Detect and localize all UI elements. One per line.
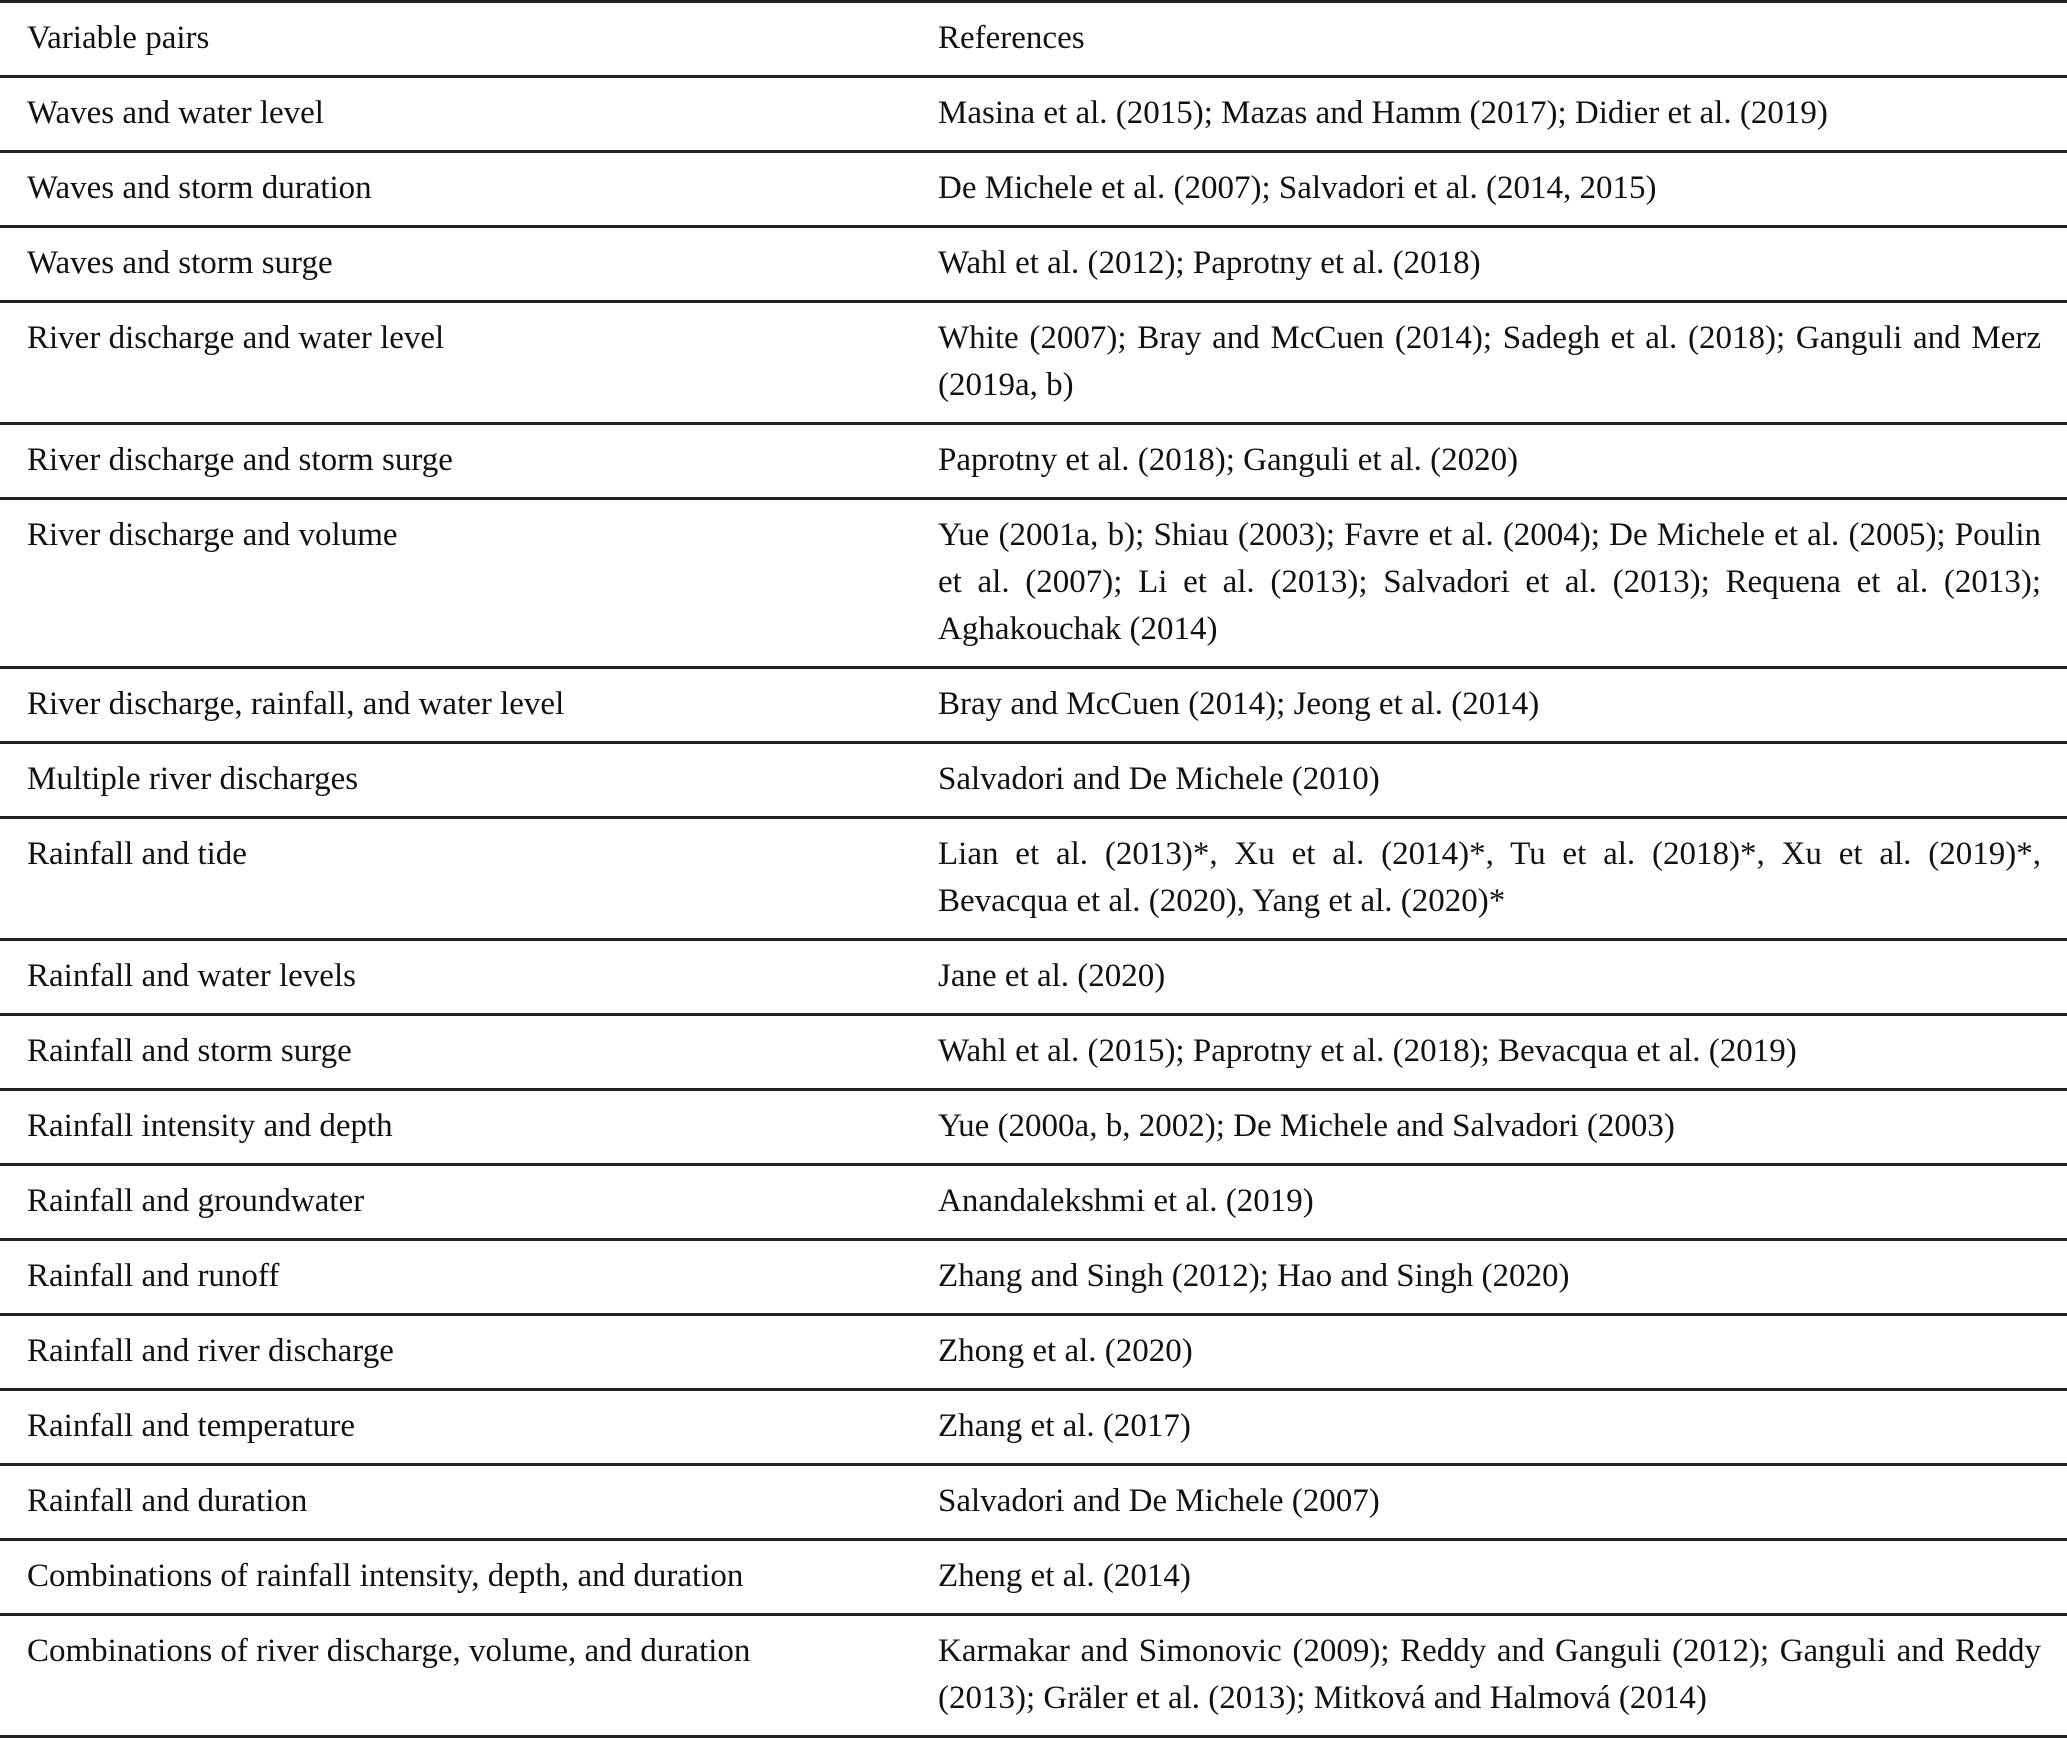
variable-pair-cell: Waves and water level [27,95,324,131]
table-row [0,499,2067,668]
table-row [0,1615,2067,1737]
variable-pair-cell: Rainfall and storm surge [27,1033,352,1069]
references-cell: Zhang and Singh (2012); Hao and Singh (2020) [938,1258,1570,1294]
table-row [0,940,2067,1015]
header-row [0,2,2067,77]
references-cell: Yue (2000a, b, 2002); De Michele and Salvadori (2003) [938,1108,1675,1144]
variable-pair-cell: Rainfall and water levels [27,958,356,994]
references-cell: Wahl et al. (2015); Paprotny et al. (2018); Bevacqua et al. (2019) [938,1033,1797,1069]
variable-pair-cell: Rainfall and groundwater [27,1183,365,1219]
table-body [0,77,2067,1737]
variable-pair-cell: Rainfall and runoff [27,1258,280,1294]
table-row [0,1165,2067,1240]
variable-pair-cell: Combinations of rainfall intensity, depth, and duration [27,1558,744,1594]
table-row [0,1390,2067,1465]
references-cell: Paprotny et al. (2018); Ganguli et al. (2020) [938,442,1519,478]
references-cell: Masina et al. (2015); Mazas and Hamm (2017); Didier et al. (2019) [938,95,1828,131]
references-cell: Bray and McCuen (2014); Jeong et al. (2014) [938,686,1540,722]
table-row [0,1090,2067,1165]
table-row [0,818,2067,940]
table-row [0,77,2067,152]
variable-pair-cell: Rainfall and duration [27,1483,308,1519]
table-row [0,1240,2067,1315]
variable-pair-cell: Waves and storm surge [27,245,333,281]
references-cell: Salvadori and De Michele (2007) [938,1483,1380,1519]
table-row [0,1015,2067,1090]
references-cell: De Michele et al. (2007); Salvadori et al. (2014, 2015) [938,170,1657,206]
references-cell: Anandalekshmi et al. (2019) [938,1183,1314,1219]
references-cell: Lian et al. (2013)*, Xu et al. (2014)*, Tu et al. (2018)*, Xu et al. (2019)*, Bevacqua et al. (2020), Yang et al. (2020)* [938,836,2041,919]
references-cell: Karmakar and Simonovic (2009); Reddy and Ganguli (2012); Ganguli and Reddy (2013); Gräler et al. (2013); Mitková and Halmová (2014) [938,1633,2041,1716]
variable-pair-cell: Rainfall and tide [27,836,247,872]
table-row [0,1465,2067,1540]
references-cell: Wahl et al. (2012); Paprotny et al. (2018) [938,245,1481,281]
references-cell: Yue (2001a, b); Shiau (2003); Favre et al. (2004); De Michele et al. (2005); Poulin et al. (2007); Li et al. (2013); Salvadori et al. (2013); Requena et al. (2013); Aghakouchak (2014) [938,517,2041,647]
variable-pair-cell: Combinations of river discharge, volume, and duration [27,1633,751,1669]
variable-pair-cell: Multiple river discharges [27,761,359,797]
header-references: References [938,20,1085,56]
variable-pair-cell: River discharge and storm surge [27,442,453,478]
table-row [0,743,2067,818]
variable-pair-cell: Rainfall intensity and depth [27,1108,393,1144]
table-row [0,302,2067,424]
table-row [0,152,2067,227]
references-cell: White (2007); Bray and McCuen (2014); Sadegh et al. (2018); Ganguli and Merz (2019a, b) [938,320,2041,403]
variable-pair-cell: River discharge, rainfall, and water level [27,686,565,722]
variable-pair-cell: River discharge and volume [27,517,398,553]
references-cell: Salvadori and De Michele (2010) [938,761,1380,797]
table-row [0,424,2067,499]
table-row [0,1540,2067,1615]
references-cell: Jane et al. (2020) [938,958,1166,994]
variable-pair-cell: River discharge and water level [27,320,445,356]
references-cell: Zhang et al. (2017) [938,1408,1191,1444]
variable-pair-cell: Rainfall and temperature [27,1408,356,1444]
header-variable-pairs: Variable pairs [27,20,210,56]
table-row [0,227,2067,302]
variable-pair-cell: Waves and storm duration [27,170,372,206]
table-row [0,1315,2067,1390]
references-cell: Zhong et al. (2020) [938,1333,1193,1369]
variable-pair-cell: Rainfall and river discharge [27,1333,394,1369]
references-cell: Zheng et al. (2014) [938,1558,1191,1594]
table-row [0,668,2067,743]
